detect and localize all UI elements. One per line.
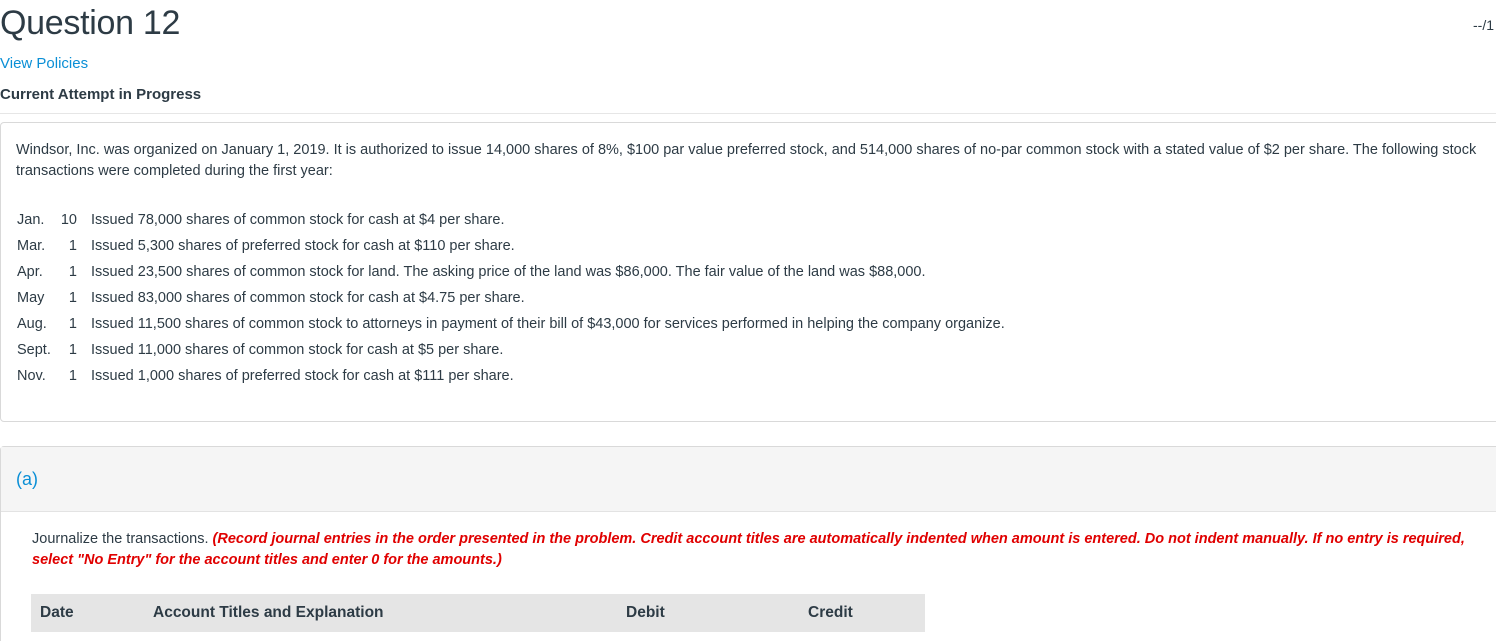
transaction-description: Issued 1,000 shares of preferred stock for cash at $111 per share. (91, 368, 514, 384)
transaction-month: Sept. (17, 342, 51, 358)
part-a-label: (a) (16, 469, 38, 489)
transaction-description: Issued 11,500 shares of common stock to attorneys in payment of their bill of $43,000 for services performed in helping the company organize. (91, 316, 1005, 332)
transaction-month: Aug. (17, 316, 47, 332)
transaction-month: May (17, 290, 45, 306)
transaction-day: 10 (60, 212, 77, 228)
transaction-day: 1 (68, 264, 77, 280)
transaction-day: 1 (68, 368, 77, 384)
header-divider (0, 113, 1496, 114)
transaction-description: Issued 78,000 shares of common stock for cash at $4 per share. (91, 212, 505, 228)
instruction-text: Journalize the transactions. (32, 531, 213, 547)
journal-table-header (31, 594, 925, 632)
transaction-month: Jan. (17, 212, 45, 228)
transaction-month: Apr. (17, 264, 43, 280)
transaction-description: Issued 11,000 shares of common stock for cash at $5 per share. (91, 342, 504, 358)
transaction-row (17, 337, 1005, 363)
transaction-day: 1 (68, 238, 77, 254)
question-score: --/1 (1473, 17, 1494, 33)
transaction-row (17, 311, 1005, 337)
transaction-description: Issued 23,500 shares of common stock for land. The asking price of the land was $86,000. The fair value of the land was $88,000. (91, 264, 926, 280)
question-title: Question 12 (0, 4, 181, 42)
part-a-header (1, 447, 1496, 512)
header-account-titles: Account Titles and Explanation (153, 604, 384, 621)
problem-intro: Windsor, Inc. was organized on January 1, 2019. It is authorized to issue 14,000 shares of 8%, $100 par value preferred stock, and 514,000 shares of no-par common stock with a stated value of $2 per share. The following stock transactions were completed during the first year: (16, 142, 1477, 179)
transaction-row (17, 285, 1005, 311)
instruction-emphasis: (Record journal entries in the order presented in the problem. Credit account titles are automatically indented when amount is entered. Do not indent manually. If no entry is required, select "No Entry" for the account titles and enter 0 for the amounts.) (32, 531, 1465, 568)
transaction-day: 1 (68, 290, 77, 306)
attempt-status: Current Attempt in Progress (0, 86, 202, 103)
transaction-description: Issued 5,300 shares of preferred stock for cash at $110 per share. (91, 238, 515, 254)
transaction-day: 1 (68, 316, 77, 332)
header-credit: Credit (808, 604, 853, 621)
transaction-row (17, 207, 1005, 233)
transaction-description: Issued 83,000 shares of common stock for cash at $4.75 per share. (91, 290, 525, 306)
header-date: Date (40, 604, 74, 621)
header-debit: Debit (626, 604, 665, 621)
part-a-instructions (32, 529, 1472, 571)
transaction-row (17, 233, 1005, 259)
transactions-list (17, 207, 1005, 389)
transaction-day: 1 (68, 342, 77, 358)
transaction-row (17, 363, 1005, 389)
transaction-month: Mar. (17, 238, 46, 254)
transaction-row (17, 259, 1005, 285)
view-policies-link[interactable]: View Policies (0, 55, 89, 72)
transaction-month: Nov. (17, 368, 46, 384)
